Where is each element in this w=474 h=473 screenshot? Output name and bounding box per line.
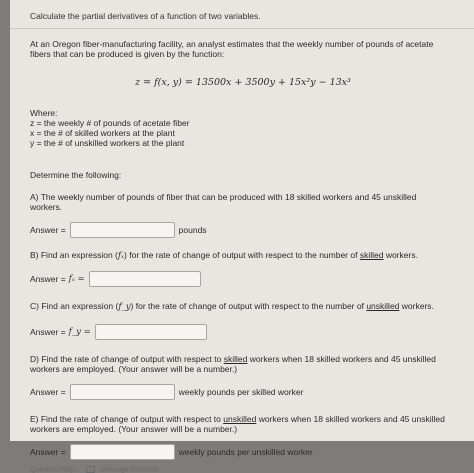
- question-c-post: workers.: [399, 301, 434, 311]
- footer-bar: [30, 466, 456, 473]
- question-e-underlined: unskilled: [223, 414, 257, 424]
- where-line-x: x = the # of skilled workers at the plant: [30, 128, 175, 138]
- production-formula: z = f(x, y) = 13500x + 3500y + 15x²y − 13x³: [135, 77, 351, 88]
- question-c-symbol: f_y: [118, 302, 131, 312]
- question-b-symbol: fₓ: [117, 251, 125, 261]
- message-instructor-link[interactable]: Message instructor: [100, 466, 160, 473]
- answer-unit-e: weekly pounds per unskilled worker: [178, 447, 313, 457]
- question-c-mid: ) for the rate of change of output with respect to the number of: [130, 301, 367, 311]
- where-label: Where:: [30, 108, 58, 118]
- answer-row-d: [30, 384, 456, 400]
- question-c: [30, 301, 450, 312]
- question-e: [30, 414, 450, 434]
- where-line-y: y = the # of unskilled workers at the plant: [30, 138, 185, 148]
- question-d-pre: D) Find the rate of change of output with respect to: [30, 354, 224, 364]
- divider: [10, 28, 474, 29]
- answer-row-c: [30, 324, 456, 340]
- question-c-underlined: unskilled: [366, 301, 400, 311]
- question-b-underlined: skilled: [359, 250, 384, 260]
- question-d: [30, 354, 450, 374]
- question-help-label: Question Help:: [30, 466, 77, 473]
- question-b-pre: B) Find an expression (: [30, 250, 118, 260]
- answer-label-c: Answer =: [30, 327, 66, 337]
- message-icon: [86, 466, 95, 473]
- answer-label-b: Answer =: [30, 274, 66, 284]
- question-a: A) The weekly number of pounds of fiber that can be produced with 18 skilled workers and 45 unskilled workers.: [30, 192, 417, 212]
- answer-input-e[interactable]: [70, 444, 175, 460]
- answer-symbol-b: fₓ =: [68, 274, 85, 284]
- problem-intro: At an Oregon fiber-manufacturing facility, an analyst estimates that the weekly number of pounds of acetate fibers that can be produced is given by the function:: [30, 39, 434, 59]
- answer-row-e: [30, 444, 456, 460]
- problem-sheet: [10, 0, 474, 473]
- question-e-pre: E) Find the rate of change of output with respect to: [30, 414, 224, 424]
- question-b-post: workers.: [383, 250, 418, 260]
- answer-unit-d: weekly pounds per skilled worker: [178, 387, 304, 397]
- answer-input-c[interactable]: [95, 324, 207, 340]
- question-c-pre: C) Find an expression (: [30, 301, 119, 311]
- where-line-z: z = the weekly # of pounds of acetate fiber: [30, 118, 190, 128]
- question-b: [30, 250, 450, 261]
- determine-heading: Determine the following:: [30, 170, 122, 180]
- question-d-post: workers when 18 skilled workers and 45 unskilled workers are employed. (Your answer will be a number.): [30, 354, 436, 374]
- answer-input-d[interactable]: [70, 384, 175, 400]
- answer-input-b[interactable]: [89, 271, 201, 287]
- answer-symbol-c: f_y =: [68, 327, 91, 337]
- question-b-mid: ) for the rate of change of output with respect to the number of: [124, 250, 360, 260]
- answer-label-d: Answer =: [30, 387, 66, 397]
- answer-label-a: Answer =: [30, 225, 66, 235]
- answer-label-e: Answer =: [30, 447, 66, 457]
- answer-unit-a: pounds: [178, 225, 207, 235]
- question-e-post: workers when 18 skilled workers and 45 unskilled workers are employed. (Your answer will be a number.): [30, 414, 445, 434]
- question-d-underlined: skilled: [223, 354, 248, 364]
- answer-row-b: [30, 271, 456, 287]
- answer-input-a[interactable]: [70, 222, 175, 238]
- answer-row-a: [30, 222, 456, 238]
- instruction-text: Calculate the partial derivatives of a function of two variables.: [30, 11, 261, 21]
